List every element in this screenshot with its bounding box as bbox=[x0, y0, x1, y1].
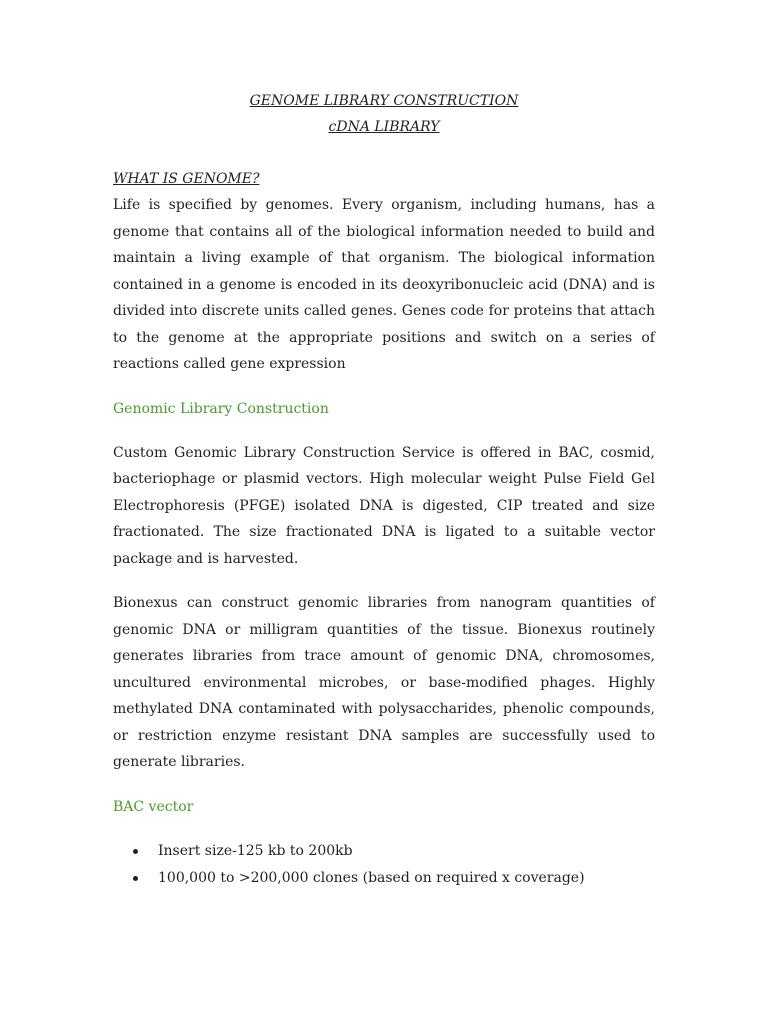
bullet-icon bbox=[133, 876, 138, 881]
question-heading: WHAT IS GENOME? bbox=[113, 171, 260, 187]
list-item-text: Insert size-125 kb to 200kb bbox=[158, 842, 353, 859]
list-item-text: 100,000 to >200,000 clones (based on required x coverage) bbox=[158, 869, 585, 886]
section-heading-bac-vector: BAC vector bbox=[113, 798, 194, 815]
section-heading-genomic-library: Genomic Library Construction bbox=[113, 400, 329, 417]
list-item bbox=[113, 865, 655, 892]
document-subtitle: cDNA LIBRARY bbox=[328, 119, 440, 135]
bullet-icon bbox=[133, 849, 138, 854]
intro-paragraph: Life is specified by genomes. Every organism, including humans, has a genome that contains all of the biological information needed to build and maintain a living example of that organism. The biological information contained in a genome is encoded in its deoxyribonucleic acid (DNA) and is divided into discrete units called genes. Genes code for proteins that attach to the genome at the appropriate positions and switch on a series of reactions called gene expression bbox=[113, 197, 655, 372]
list-item bbox=[113, 838, 655, 865]
document-page bbox=[113, 88, 655, 892]
bac-vector-list bbox=[113, 838, 655, 892]
document-title: GENOME LIBRARY CONSTRUCTION bbox=[249, 93, 519, 109]
genomic-library-paragraph-1: Custom Genomic Library Construction Service is offered in BAC, cosmid, bacteriophage or plasmid vectors. High molecular weight Pulse Field Gel Electrophoresis (PFGE) isolated DNA is digested, CIP treated and size fractionated. The size fractionated DNA is ligated to a suitable vector package and is harvested. bbox=[113, 444, 655, 567]
genomic-library-paragraph-2: Bionexus can construct genomic libraries from nanogram quantities of genomic DNA or milligram quantities of the tissue. Bionexus routinely generates libraries from trace amount of genomic DNA, chromosomes, uncultured environmental microbes, or base-modified phages. Highly methylated DNA contaminated with polysaccharides, phenolic compounds, or restriction enzyme resistant DNA samples are successfully used to generate libraries. bbox=[113, 595, 655, 770]
